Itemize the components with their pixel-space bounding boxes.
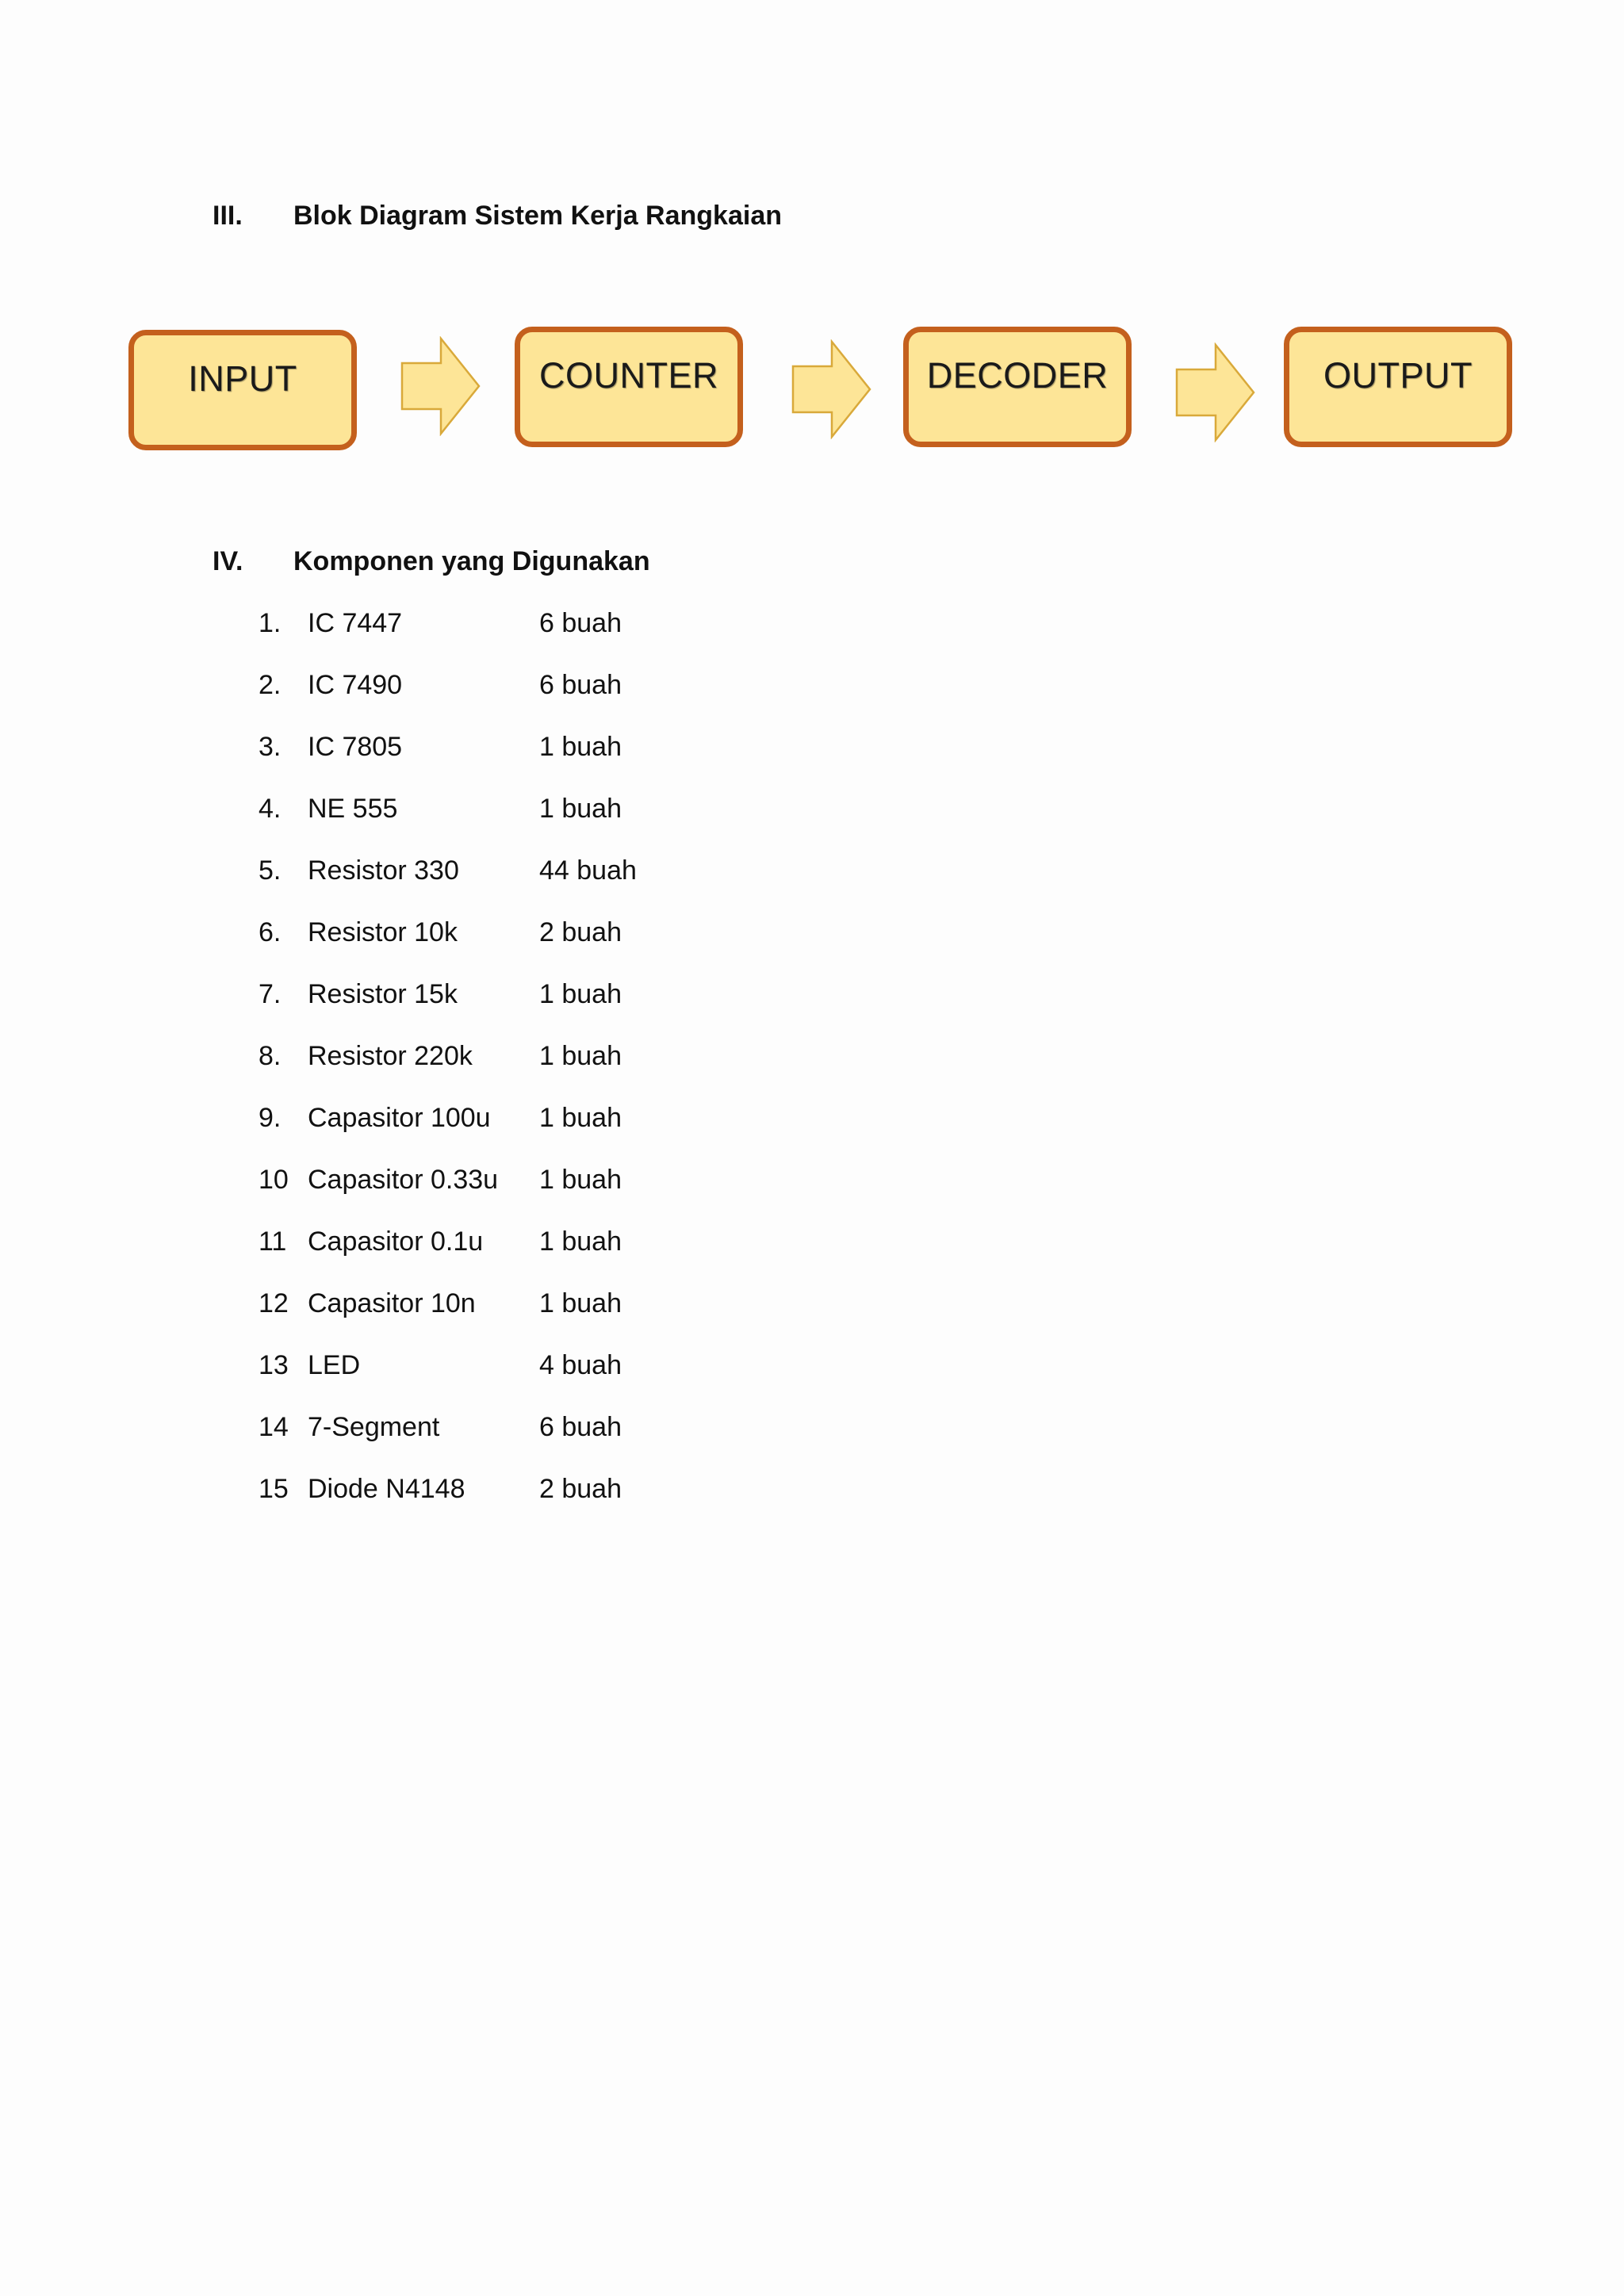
- component-name: IC 7805: [308, 732, 403, 762]
- component-quantity: 6 buah: [539, 1412, 622, 1442]
- section-title: Blok Diagram Sistem Kerja Rangkaian: [293, 201, 783, 231]
- item-number: 11: [259, 1226, 287, 1257]
- component-quantity: 1 buah: [539, 1041, 622, 1071]
- block-output: [1284, 327, 1512, 447]
- component-quantity: 1 buah: [539, 732, 622, 762]
- block-label: COUNTER: [539, 355, 718, 396]
- block-decoder: [903, 327, 1132, 447]
- section-title: Komponen yang Digunakan: [293, 546, 650, 576]
- section-number: IV.: [213, 546, 243, 576]
- component-quantity: 1 buah: [539, 1288, 622, 1318]
- component-quantity: 1 buah: [539, 1103, 622, 1133]
- component-name: Capasitor 100u: [308, 1103, 491, 1133]
- arrow-right-icon: [1174, 342, 1257, 442]
- component-name: Resistor 10k: [308, 917, 458, 947]
- component-name: Resistor 15k: [308, 979, 458, 1009]
- component-name: Capasitor 10n: [308, 1288, 476, 1318]
- component-quantity: 1 buah: [539, 1165, 622, 1195]
- block-label: INPUT: [188, 358, 297, 399]
- item-number: 10: [259, 1165, 289, 1195]
- component-quantity: 2 buah: [539, 917, 622, 947]
- component-quantity: 1 buah: [539, 979, 622, 1009]
- arrow-right-icon: [400, 336, 482, 436]
- item-number: 9.: [259, 1103, 282, 1133]
- item-number: 13: [259, 1350, 289, 1380]
- arrow-right-icon: [791, 339, 873, 439]
- item-number: 1.: [259, 608, 282, 638]
- item-number: 14: [259, 1412, 289, 1442]
- block-label: OUTPUT: [1323, 355, 1473, 396]
- component-quantity: 44 buah: [539, 855, 637, 886]
- component-name: LED: [308, 1350, 361, 1380]
- component-name: Resistor 220k: [308, 1041, 473, 1071]
- item-number: 7.: [259, 979, 282, 1009]
- block-input: [128, 330, 357, 450]
- item-number: 12: [259, 1288, 289, 1318]
- component-name: Diode N4148: [308, 1474, 465, 1504]
- block-counter: [515, 327, 743, 447]
- component-name: NE 555: [308, 794, 398, 824]
- item-number: 2.: [259, 670, 282, 700]
- component-quantity: 2 buah: [539, 1474, 622, 1504]
- component-quantity: 6 buah: [539, 608, 622, 638]
- component-name: Capasitor 0.33u: [308, 1165, 499, 1195]
- component-name: Capasitor 0.1u: [308, 1226, 484, 1257]
- item-number: 15: [259, 1474, 289, 1504]
- item-number: 8.: [259, 1041, 282, 1071]
- section-number: III.: [213, 201, 243, 231]
- component-quantity: 1 buah: [539, 1226, 622, 1257]
- item-number: 4.: [259, 794, 282, 824]
- item-number: 5.: [259, 855, 282, 886]
- component-name: Resistor 330: [308, 855, 459, 886]
- item-number: 3.: [259, 732, 282, 762]
- item-number: 6.: [259, 917, 282, 947]
- block-label: DECODER: [926, 355, 1109, 396]
- component-name: 7-Segment: [308, 1412, 440, 1442]
- component-quantity: 1 buah: [539, 794, 622, 824]
- component-name: IC 7490: [308, 670, 403, 700]
- component-name: IC 7447: [308, 608, 403, 638]
- component-quantity: 4 buah: [539, 1350, 622, 1380]
- component-quantity: 6 buah: [539, 670, 622, 700]
